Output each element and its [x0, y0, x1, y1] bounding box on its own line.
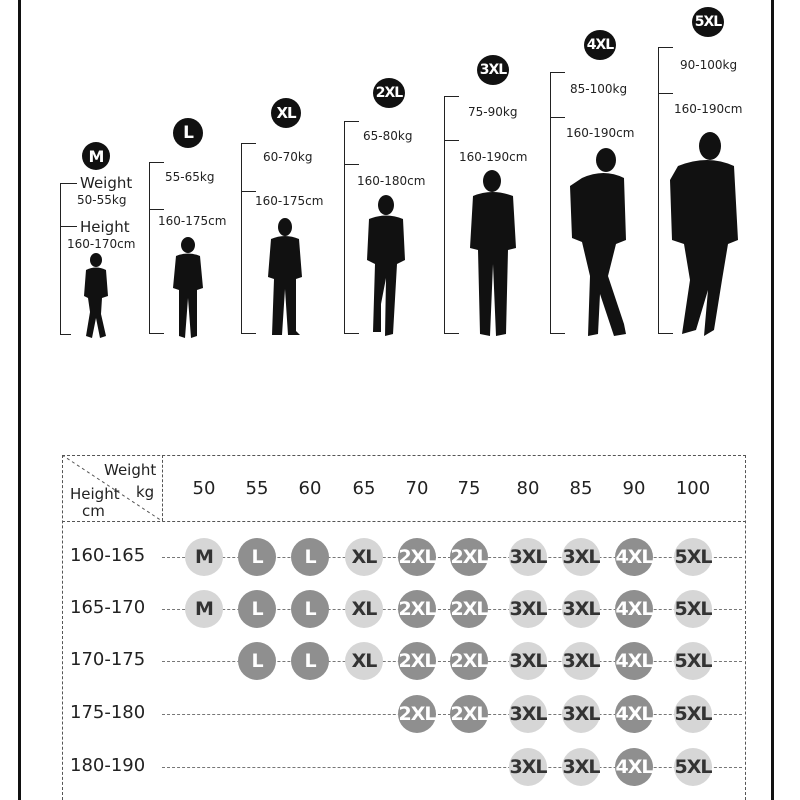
- table-header-divider: [162, 455, 163, 521]
- figure-m-silhouette: [80, 252, 114, 340]
- size-cell-5xl: 5XL: [674, 590, 712, 628]
- height-range-5xl: 160-190cm: [674, 102, 743, 116]
- table-right-border: [745, 455, 746, 800]
- size-badge-l: L: [173, 118, 203, 148]
- size-cell-3xl: 3XL: [509, 695, 547, 733]
- size-cell-l: L: [238, 642, 276, 680]
- size-cell-2xl: 2XL: [450, 590, 488, 628]
- height-row-label: 170-175: [70, 649, 146, 670]
- size-cell-m: M: [185, 538, 223, 576]
- size-cell-2xl: 2XL: [398, 695, 436, 733]
- size-cell-3xl: 3XL: [562, 642, 600, 680]
- size-badge-m: M: [82, 142, 110, 170]
- figure-2xl-silhouette: [363, 194, 409, 340]
- size-cell-3xl: 3XL: [562, 695, 600, 733]
- measure-bracket-l: [149, 162, 150, 334]
- weight-range-3xl: 75-90kg: [468, 105, 518, 119]
- weight-header-60: 60: [298, 478, 322, 499]
- size-cell-2xl: 2XL: [398, 590, 436, 628]
- size-cell-m: M: [185, 590, 223, 628]
- size-cell-4xl: 4XL: [615, 538, 653, 576]
- weight-header-50: 50: [192, 478, 216, 499]
- weight-range-l: 55-65kg: [165, 170, 215, 184]
- size-badge-3xl: 3XL: [477, 55, 509, 85]
- weight-header-90: 90: [622, 478, 646, 499]
- measure-bracket-2xl: [344, 121, 345, 334]
- size-cell-3xl: 3XL: [509, 590, 547, 628]
- right-border-line: [771, 0, 774, 800]
- height-range-xl: 160-175cm: [255, 194, 324, 208]
- measure-bracket-4xl: [550, 72, 551, 334]
- size-cell-4xl: 4XL: [615, 642, 653, 680]
- size-cell-2xl: 2XL: [450, 642, 488, 680]
- size-badge-4xl: 4XL: [584, 30, 616, 60]
- header-weight-label: Weight: [104, 461, 157, 479]
- row-guide-line: [162, 767, 742, 768]
- weight-range-5xl: 90-100kg: [680, 58, 738, 72]
- size-cell-l: L: [238, 538, 276, 576]
- header-weight-unit: kg: [136, 483, 155, 501]
- size-cell-2xl: 2XL: [398, 538, 436, 576]
- weight-header-85: 85: [569, 478, 593, 499]
- weight-header-70: 70: [405, 478, 429, 499]
- size-cell-2xl: 2XL: [398, 642, 436, 680]
- measure-bracket-xl: [241, 143, 242, 334]
- height-row-label: 165-170: [70, 597, 146, 618]
- weight-range-4xl: 85-100kg: [570, 82, 628, 96]
- height-row-label: 160-165: [70, 545, 146, 566]
- size-cell-3xl: 3XL: [509, 748, 547, 786]
- weight-range-xl: 60-70kg: [263, 150, 313, 164]
- size-cell-l: L: [291, 642, 329, 680]
- height-range-l: 160-175cm: [158, 214, 227, 228]
- measure-bracket-m: [60, 183, 61, 335]
- size-cell-2xl: 2XL: [450, 695, 488, 733]
- size-cell-5xl: 5XL: [674, 538, 712, 576]
- size-cell-4xl: 4XL: [615, 590, 653, 628]
- figure-4xl-silhouette: [564, 146, 632, 340]
- size-badge-5xl: 5XL: [692, 7, 724, 37]
- size-badge-2xl: 2XL: [373, 78, 405, 108]
- figure-5xl-silhouette: [668, 130, 740, 340]
- size-cell-5xl: 5XL: [674, 748, 712, 786]
- weight-header-55: 55: [245, 478, 269, 499]
- table-top-border: [62, 455, 746, 456]
- weight-header-80: 80: [516, 478, 540, 499]
- size-cell-xl: XL: [345, 538, 383, 576]
- size-cell-l: L: [291, 590, 329, 628]
- size-cell-2xl: 2XL: [450, 538, 488, 576]
- size-chart-table: [62, 455, 746, 800]
- weight-header-65: 65: [352, 478, 376, 499]
- weight-range-2xl: 65-80kg: [363, 129, 413, 143]
- height-row-label: 180-190: [70, 755, 146, 776]
- height-range-4xl: 160-190cm: [566, 126, 635, 140]
- table-header-bottom-border: [62, 521, 746, 522]
- size-cell-3xl: 3XL: [562, 748, 600, 786]
- measure-bracket-5xl: [658, 47, 659, 334]
- weight-header-75: 75: [457, 478, 481, 499]
- height-range-m: 160-170cm: [67, 237, 136, 251]
- height-range-2xl: 160-180cm: [357, 174, 426, 188]
- size-cell-3xl: 3XL: [562, 538, 600, 576]
- size-cell-4xl: 4XL: [615, 748, 653, 786]
- size-cell-4xl: 4XL: [615, 695, 653, 733]
- size-cell-l: L: [238, 590, 276, 628]
- height-title: Height: [80, 218, 130, 236]
- weight-header-100: 100: [675, 478, 711, 499]
- figure-xl-silhouette: [264, 217, 306, 339]
- size-cell-5xl: 5XL: [674, 642, 712, 680]
- size-cell-3xl: 3XL: [562, 590, 600, 628]
- size-cell-5xl: 5XL: [674, 695, 712, 733]
- size-badge-xl: XL: [271, 98, 301, 128]
- size-cell-l: L: [291, 538, 329, 576]
- header-height-unit: cm: [82, 502, 105, 520]
- weight-range-m: 50-55kg: [77, 193, 127, 207]
- figure-3xl-silhouette: [468, 168, 518, 340]
- size-cell-3xl: 3XL: [509, 642, 547, 680]
- left-border-line: [18, 0, 21, 800]
- measure-bracket-3xl: [444, 96, 445, 334]
- header-height-label: Height: [70, 485, 120, 503]
- size-cell-xl: XL: [345, 642, 383, 680]
- size-cell-xl: XL: [345, 590, 383, 628]
- size-cell-3xl: 3XL: [509, 538, 547, 576]
- height-row-label: 175-180: [70, 702, 146, 723]
- height-range-3xl: 160-190cm: [459, 150, 528, 164]
- weight-title: Weight: [80, 174, 133, 192]
- figure-l-silhouette: [169, 236, 207, 340]
